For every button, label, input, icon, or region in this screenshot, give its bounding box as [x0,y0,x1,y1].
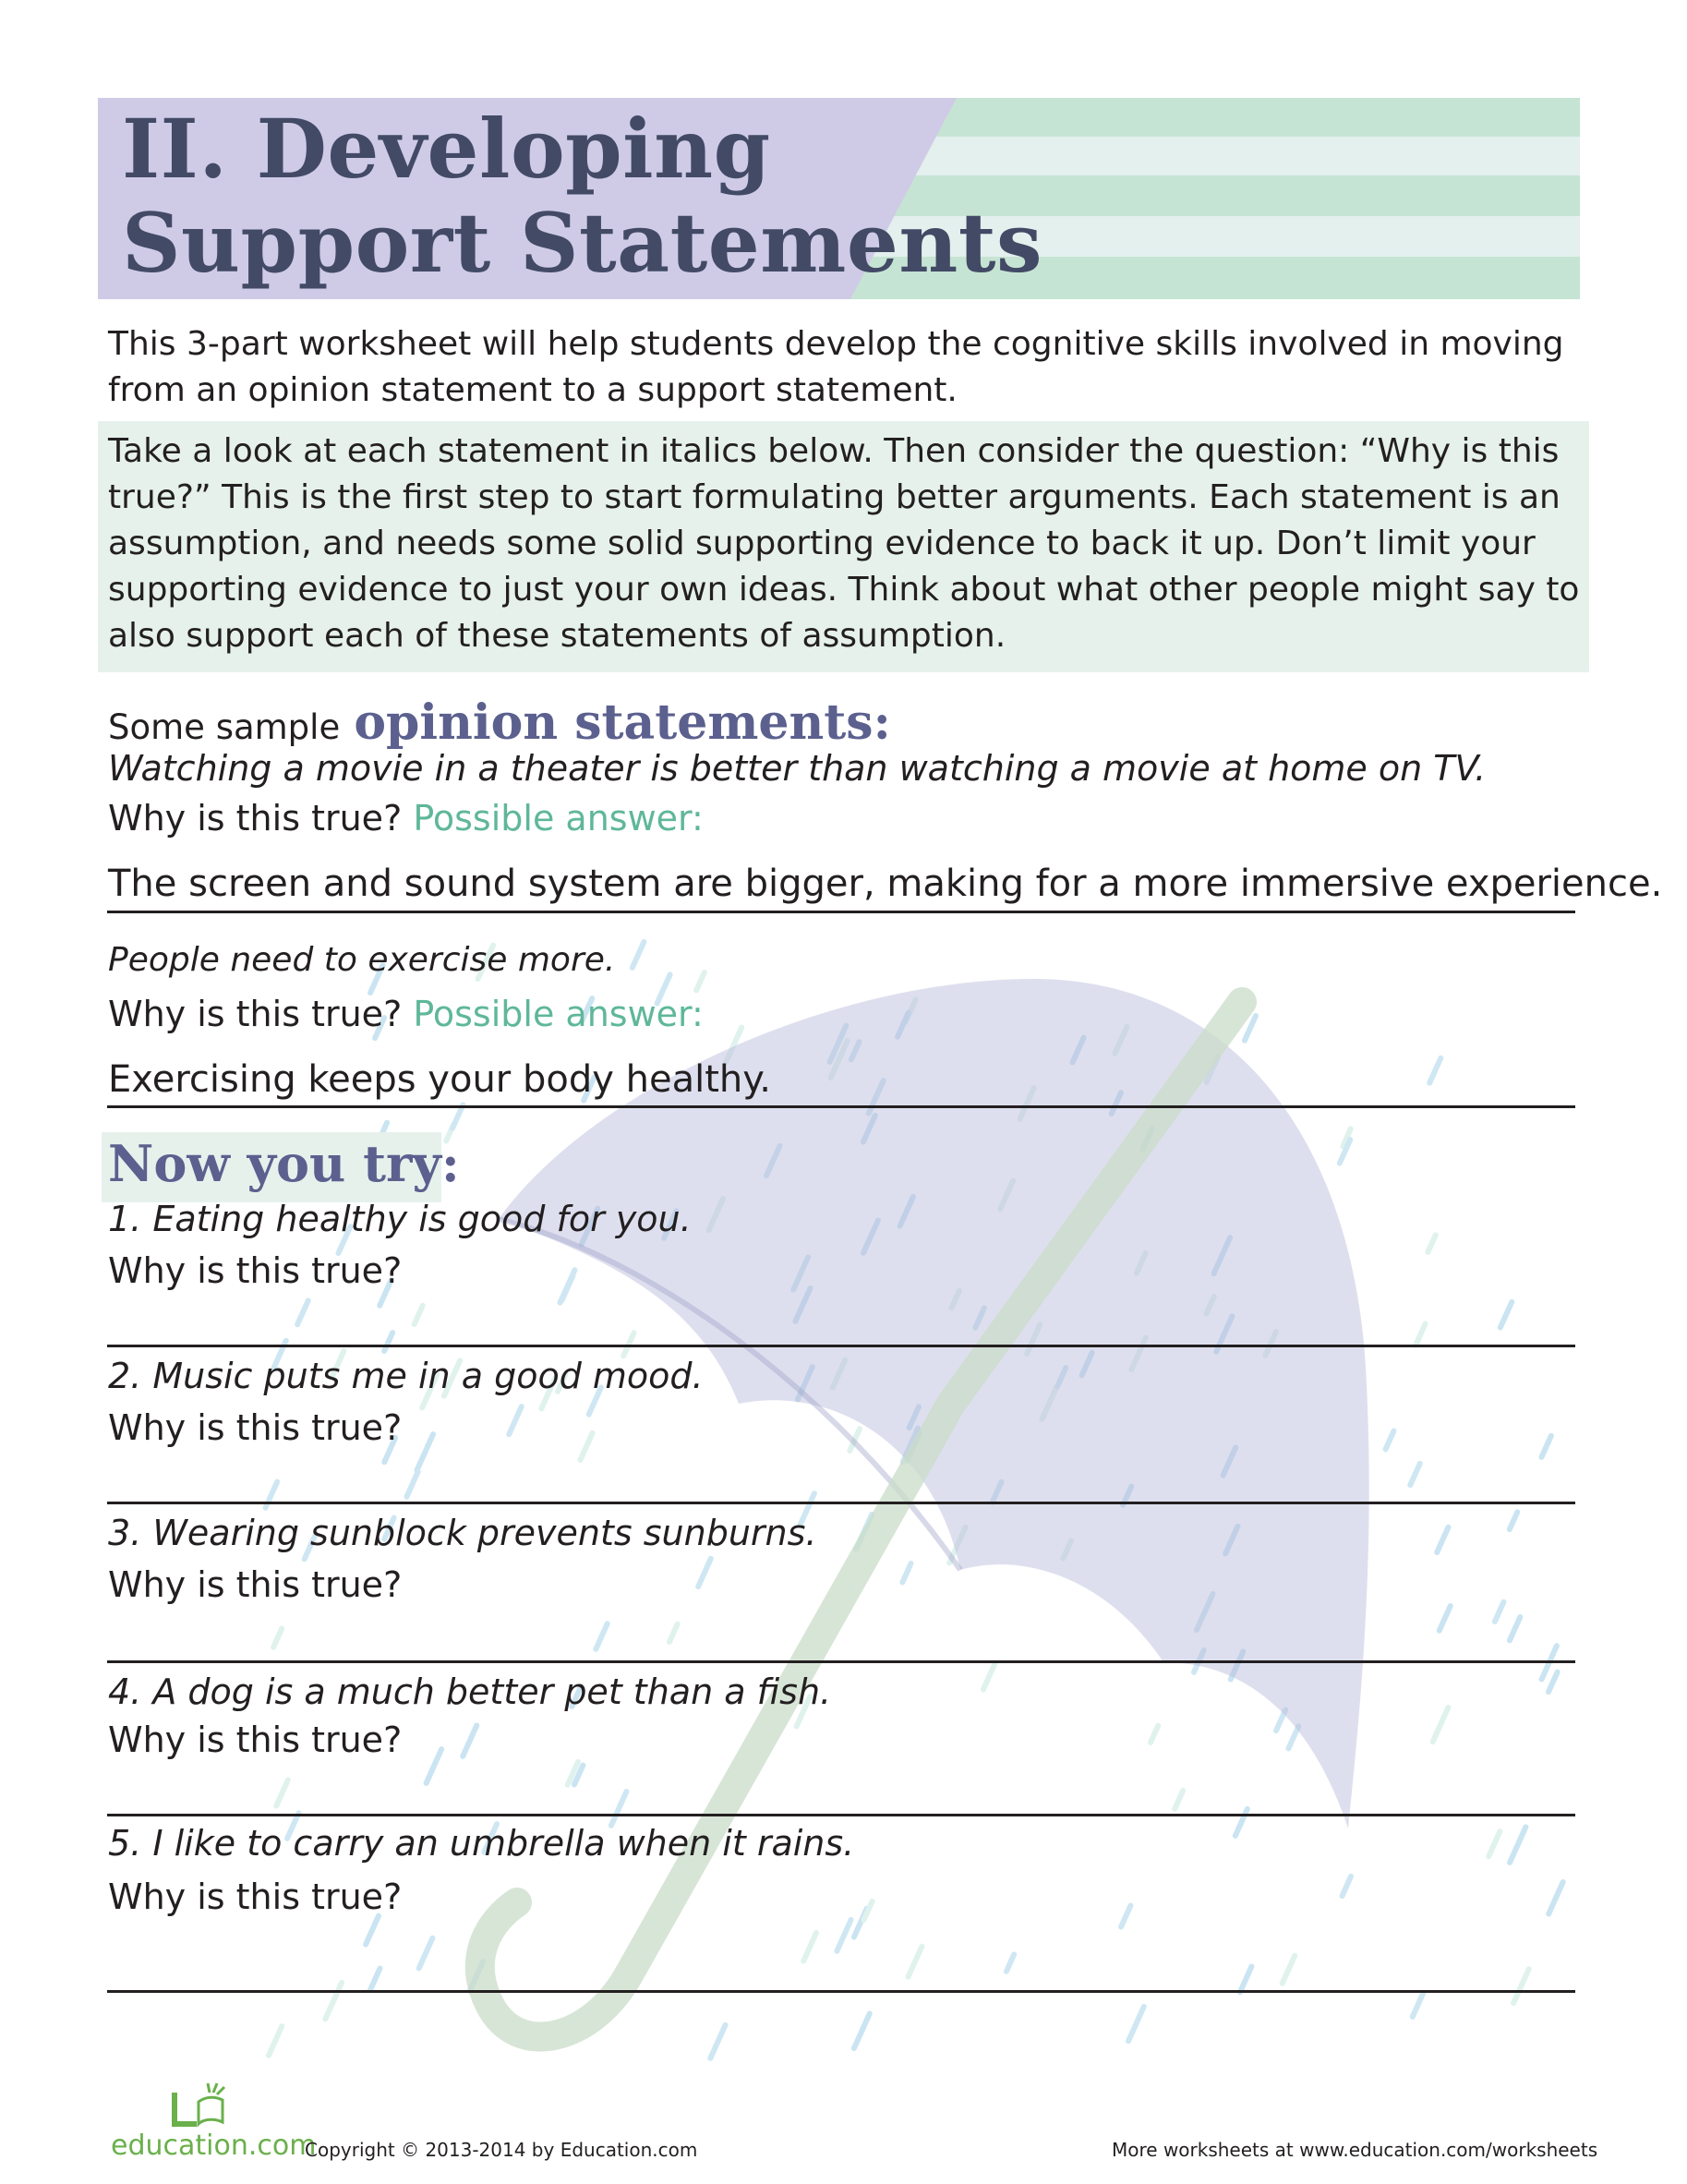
practice-statement-2: 2. Music puts me in a good mood. [108,1356,704,1396]
rain-drop [1548,1882,1563,1914]
samples-heading-text: opinion statements: [354,694,891,751]
sample-question-2 [108,992,704,1036]
now-you-try-heading: Now you try: [108,1134,460,1193]
sample-statement-1: Watching a movie in a theater is better than watching a movie at home on TV. [108,748,1487,789]
rain-drop [1440,1606,1451,1631]
rain-drop [419,1938,433,1969]
possible-answer-label: Possible answer: [413,994,704,1034]
rain-drop [580,1433,592,1460]
rain-drop [854,2013,870,2047]
rain-drop [276,1780,288,1806]
rain-drop [1283,1956,1295,1984]
rain-drop [415,1306,423,1324]
instructions-paragraph: Take a look at each statement in italics below. Then consider the question: “Why is this true?” This is the first step to start formulating better arguments. Each statement is an assumption, and needs some solid supporting evidence to back it up. Don’t limit your supporting evidence to just your own ideas. Think about what other people might say to also support each of these statements of assumption. [108,432,1580,655]
answer-line-5[interactable] [107,1990,1575,1993]
rain-drop [909,1947,922,1977]
practice-question-5: Why is this true? [108,1876,403,1917]
practice-statement-5: 5. I like to carry an umbrella when it rains. [108,1823,855,1864]
rain-drop [1429,1058,1440,1083]
rain-drop [1128,2007,1144,2041]
rain-drop [1495,1602,1504,1622]
practice-question-4: Why is this true? [108,1719,403,1760]
practice-question-3: Why is this true? [108,1564,403,1605]
rain-drop [633,942,645,968]
rain-drop [1151,1726,1158,1743]
title-line-2: Support Statements [122,195,1043,291]
rain-drop [1510,1827,1525,1862]
answer-line-1[interactable] [107,1345,1575,1347]
rain-drop [710,2025,725,2058]
rain-drop [1488,1831,1500,1856]
rain-drop [1513,1969,1529,2003]
rain-drop [1288,1726,1298,1748]
rain-drop [698,1559,711,1587]
samples-lead: Some sample [108,707,341,747]
rain-drop [417,1434,434,1470]
rain-drop [406,1472,417,1497]
rain-drop [325,1983,342,2019]
rain-drop [863,1901,872,1920]
answer-line-3[interactable] [107,1660,1575,1663]
page-title [122,102,1042,290]
why-question: Why is this true? [108,798,403,839]
rain-drop [983,1665,994,1690]
practice-question-2: Why is this true? [108,1407,403,1448]
rain-drop [596,1623,607,1648]
sample-answer-2: Exercising keeps your body healthy. [108,1058,771,1101]
answer-line [107,1105,1575,1108]
title-line-1: II. Developing [122,101,771,197]
footer-logo[interactable]: education.com [111,2130,317,2162]
rain-drop [1386,1430,1394,1449]
why-question: Why is this true? [108,994,403,1034]
practice-statement-4: 4. A dog is a much better pet than a fish. [108,1671,832,1712]
rain-drop [1410,1464,1419,1485]
practice-statement-1: 1. Eating healthy is good for you. [108,1199,692,1239]
sample-question-1 [108,796,704,840]
rain-drop [1342,1876,1351,1896]
rain-drop [1175,1791,1183,1809]
practice-statement-3: 3. Wearing sunblock prevents sunburns. [108,1513,817,1553]
rain-drop [803,1933,816,1961]
rain-drop [463,1725,476,1756]
rain-drop [1510,1617,1520,1640]
rain-drop [427,1749,442,1783]
logo-book-icon [171,2081,228,2131]
rain-drop [509,1406,522,1434]
rain-drop [1240,1966,1252,1992]
rain-drop [297,1300,308,1324]
sample-answer-1: The screen and sound system are bigger, making for a more immersive experience. [108,863,1663,905]
footer-copyright: Copyright © 2013-2014 by Education.com [305,2139,698,2161]
rain-drop [837,1920,850,1951]
rain-drop [366,1916,379,1945]
rain-drop [273,1629,282,1647]
samples-heading [108,694,891,751]
rain-drop [452,1105,463,1128]
rain-drop [1433,1707,1449,1742]
sample-statement-2: People need to exercise more. [108,941,616,979]
intro-paragraph: This 3-part worksheet will help students develop the cognitive skills involved in moving from an opinion statement to a support statement. [108,325,1564,409]
rain-drop [669,1624,678,1642]
rain-drop [384,1333,392,1351]
rain-drop [1500,1302,1512,1328]
rain-drop [1413,1993,1424,2017]
footer-more-link[interactable]: More worksheets at www.education.com/worksheets [1112,2139,1598,2161]
answer-line-2[interactable] [107,1502,1575,1504]
rain-drop [1006,1954,1014,1971]
rain-drop [1416,1323,1426,1345]
rain-drop [1510,1512,1517,1529]
answer-line-4[interactable] [107,1814,1575,1816]
practice-question-1: Why is this true? [108,1250,403,1291]
rain-drop [269,2026,282,2056]
rain-drop [561,1276,572,1300]
possible-answer-label: Possible answer: [413,798,704,839]
rain-drop [1541,1436,1550,1457]
rain-drop [902,1563,910,1583]
answer-line [107,911,1575,913]
rain-drop [1437,1527,1448,1552]
rain-drop [1121,1906,1130,1927]
rain-drop [1428,1235,1435,1252]
rain-drop [1548,1672,1558,1692]
rain-drop [370,1968,380,1989]
rain-drop [696,972,705,990]
